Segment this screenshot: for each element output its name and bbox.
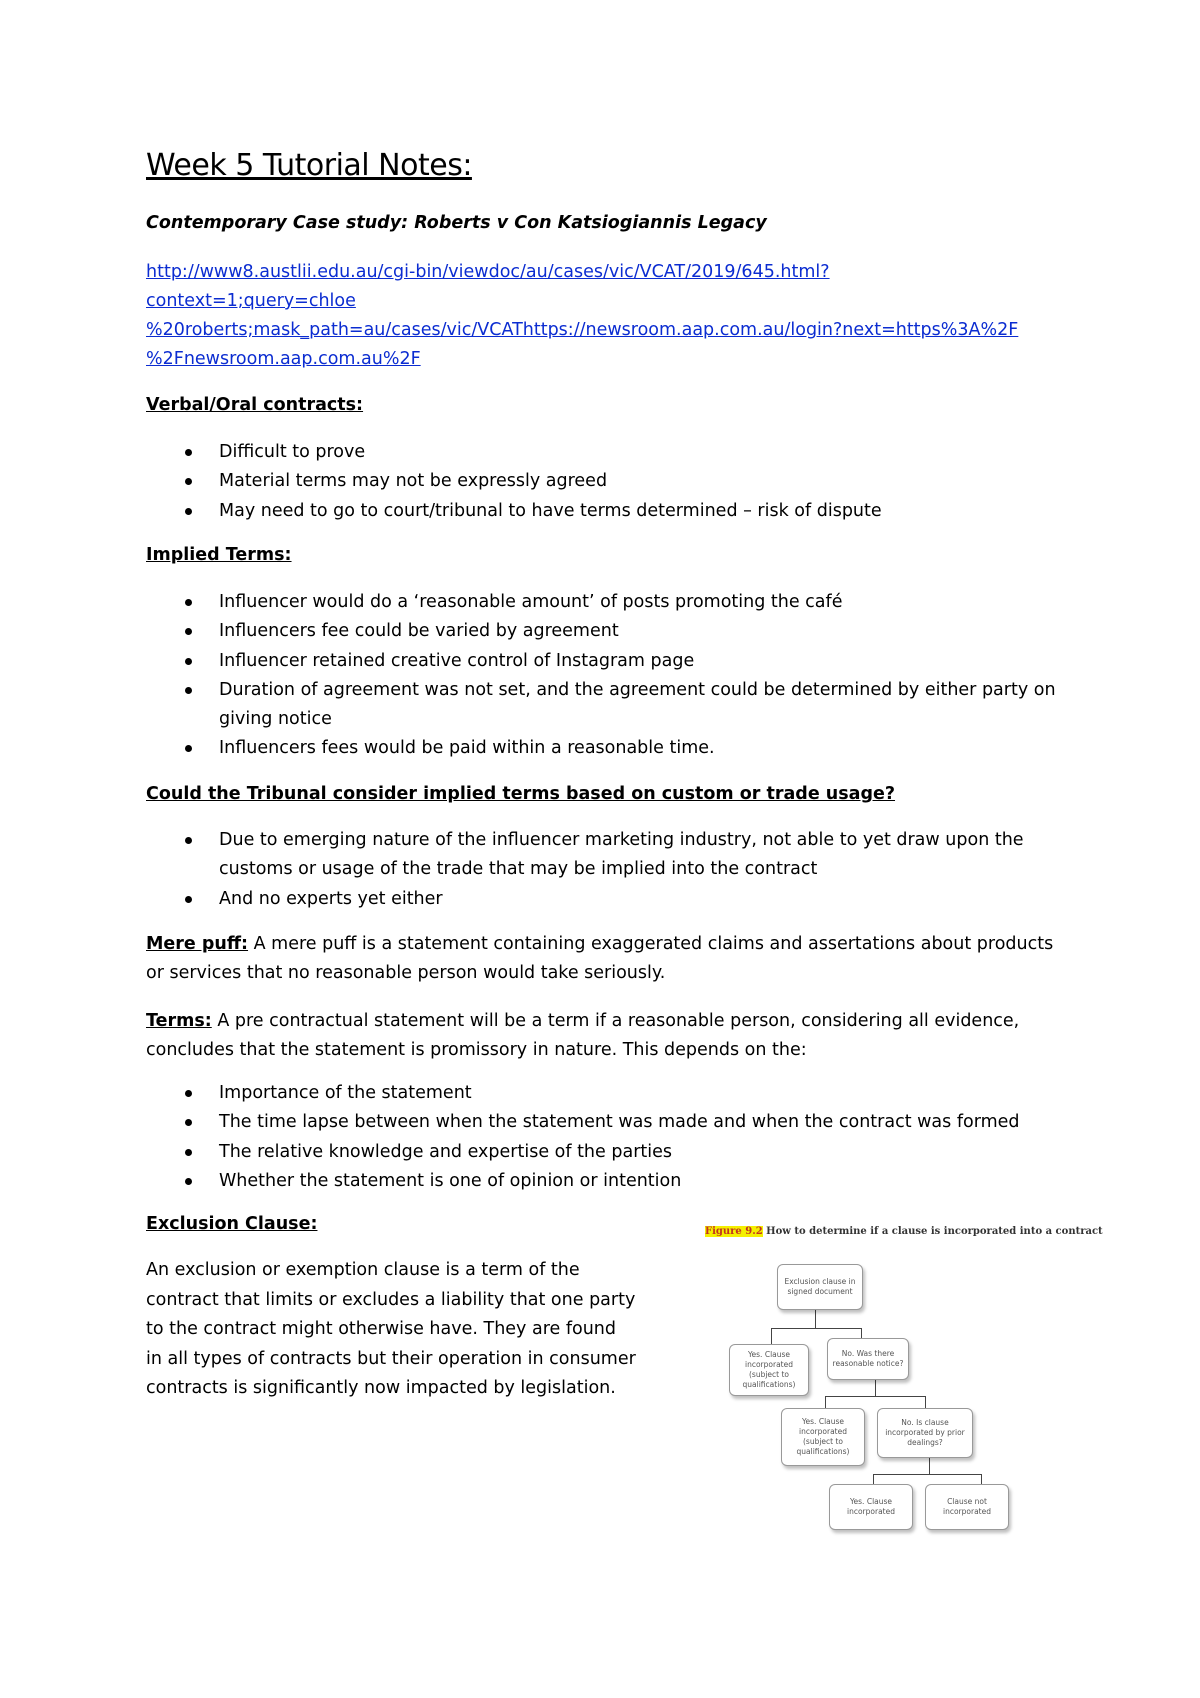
connector-line: [771, 1328, 772, 1344]
flow-box-prior-dealings: No. Is clause incorporated by prior dealings?: [877, 1408, 973, 1458]
case-link-line-1[interactable]: http://www8.austlii.edu.au/cgi-bin/viewdoc/au/cases/vic/VCAT/2019/645.html?: [146, 262, 830, 282]
bullet-icon: [185, 599, 192, 606]
bullet-icon: [185, 1178, 192, 1185]
connector-line: [981, 1474, 982, 1484]
flow-box-signed-document: Exclusion clause in signed document: [777, 1264, 863, 1310]
list-item: Difficult to prove: [146, 438, 1066, 467]
bullet-icon: [185, 628, 192, 635]
terms-list: [146, 1079, 1066, 1196]
bullet-icon: [185, 896, 192, 903]
flow-box-yes-incorporated-3: Yes. Clause incorporated: [829, 1484, 913, 1530]
terms-paragraph: [146, 1007, 1066, 1066]
case-study-subtitle: Contemporary Case study: Roberts v Con Katsiogiannis Legacy: [146, 213, 767, 233]
verbal-contracts-heading: Verbal/Oral contracts:: [146, 395, 364, 415]
implied-terms-heading: Implied Terms:: [146, 545, 292, 565]
list-item: The time lapse between when the statement was made and when the contract was formed: [146, 1108, 1066, 1137]
connector-line: [873, 1474, 981, 1475]
flow-box-yes-incorporated-1: Yes. Clause incorporated (subject to qualifications): [729, 1344, 809, 1396]
bullet-icon: [185, 658, 192, 665]
list-item: The relative knowledge and expertise of the parties: [146, 1138, 1066, 1167]
verbal-contracts-list: [146, 438, 1066, 526]
connector-line: [771, 1328, 861, 1329]
case-link-line-4[interactable]: %2Fnewsroom.aap.com.au%2F: [146, 349, 421, 369]
list-item: Influencer retained creative control of Instagram page: [146, 647, 1066, 676]
connector-line: [875, 1380, 876, 1396]
list-item: Influencers fees would be paid within a reasonable time.: [146, 734, 1066, 763]
figure-caption: [705, 1226, 1103, 1237]
terms-text: A pre contractual statement will be a term if a reasonable person, considering all evidence, concludes that the statement is promissory in nature. This depends on the:: [146, 1011, 1020, 1061]
figure-caption-text: How to determine if a clause is incorporated into a contract: [762, 1226, 1103, 1237]
mere-puff-label: Mere puff:: [146, 934, 249, 954]
mere-puff-text: A mere puff is a statement containing exaggerated claims and assertations about products or services that no reasonable person would take seriously.: [146, 934, 1054, 984]
figure-label: Figure 9.2: [705, 1226, 763, 1237]
page-title: Week 5 Tutorial Notes:: [146, 148, 472, 183]
case-link-line-3[interactable]: %20roberts;mask_path=au/cases/vic/VCAThttps://newsroom.aap.com.au/login?next=https%3A%2F: [146, 320, 1019, 340]
bullet-icon: [185, 449, 192, 456]
exclusion-clause-heading: Exclusion Clause:: [146, 1214, 318, 1234]
list-item: Due to emerging nature of the influencer marketing industry, not able to yet draw upon the customs or usage of the trade that may be implied into the contract: [146, 826, 1066, 885]
implied-terms-list: [146, 588, 1066, 764]
list-item: Duration of agreement was not set, and the agreement could be determined by either party on giving notice: [146, 676, 1066, 735]
connector-line: [825, 1396, 925, 1397]
flow-box-yes-incorporated-2: Yes. Clause incorporated (subject to qualifications): [781, 1408, 865, 1466]
list-item: Influencer would do a ‘reasonable amount’ of posts promoting the café: [146, 588, 1066, 617]
bullet-icon: [185, 745, 192, 752]
bullet-icon: [185, 687, 192, 694]
list-item: Influencers fee could be varied by agreement: [146, 617, 1066, 646]
connector-line: [825, 1396, 826, 1408]
bullet-icon: [185, 478, 192, 485]
connector-line: [929, 1458, 930, 1474]
flow-box-not-incorporated: Clause not incorporated: [925, 1484, 1009, 1530]
exclusion-clause-text: An exclusion or exemption clause is a term of the contract that limits or excludes a liability that one party to the contract might otherwise have. They are found in all types of contracts but their operation in consumer contracts is significantly now impacted by legislation.: [146, 1260, 636, 1398]
connector-line: [925, 1396, 926, 1408]
case-link-line-2[interactable]: context=1;query=chloe: [146, 291, 356, 311]
mere-puff-paragraph: [146, 930, 1066, 989]
list-item: May need to go to court/tribunal to have terms determined – risk of dispute: [146, 497, 1066, 526]
tribunal-list: [146, 826, 1066, 914]
connector-line: [815, 1310, 816, 1328]
list-item: Importance of the statement: [146, 1079, 1066, 1108]
list-item: Material terms may not be expressly agreed: [146, 467, 1066, 496]
incorporation-flowchart: [705, 1226, 1103, 1526]
connector-line: [873, 1474, 874, 1484]
list-item: And no experts yet either: [146, 885, 1066, 914]
list-item: Whether the statement is one of opinion or intention: [146, 1167, 1066, 1196]
bullet-icon: [185, 1119, 192, 1126]
bullet-icon: [185, 837, 192, 844]
tribunal-question-heading: Could the Tribunal consider implied terms based on custom or trade usage?: [146, 784, 896, 804]
bullet-icon: [185, 1149, 192, 1156]
bullet-icon: [185, 1090, 192, 1097]
flow-box-reasonable-notice: No. Was there reasonable notice?: [827, 1338, 909, 1380]
bullet-icon: [185, 508, 192, 515]
terms-label: Terms:: [146, 1011, 212, 1031]
